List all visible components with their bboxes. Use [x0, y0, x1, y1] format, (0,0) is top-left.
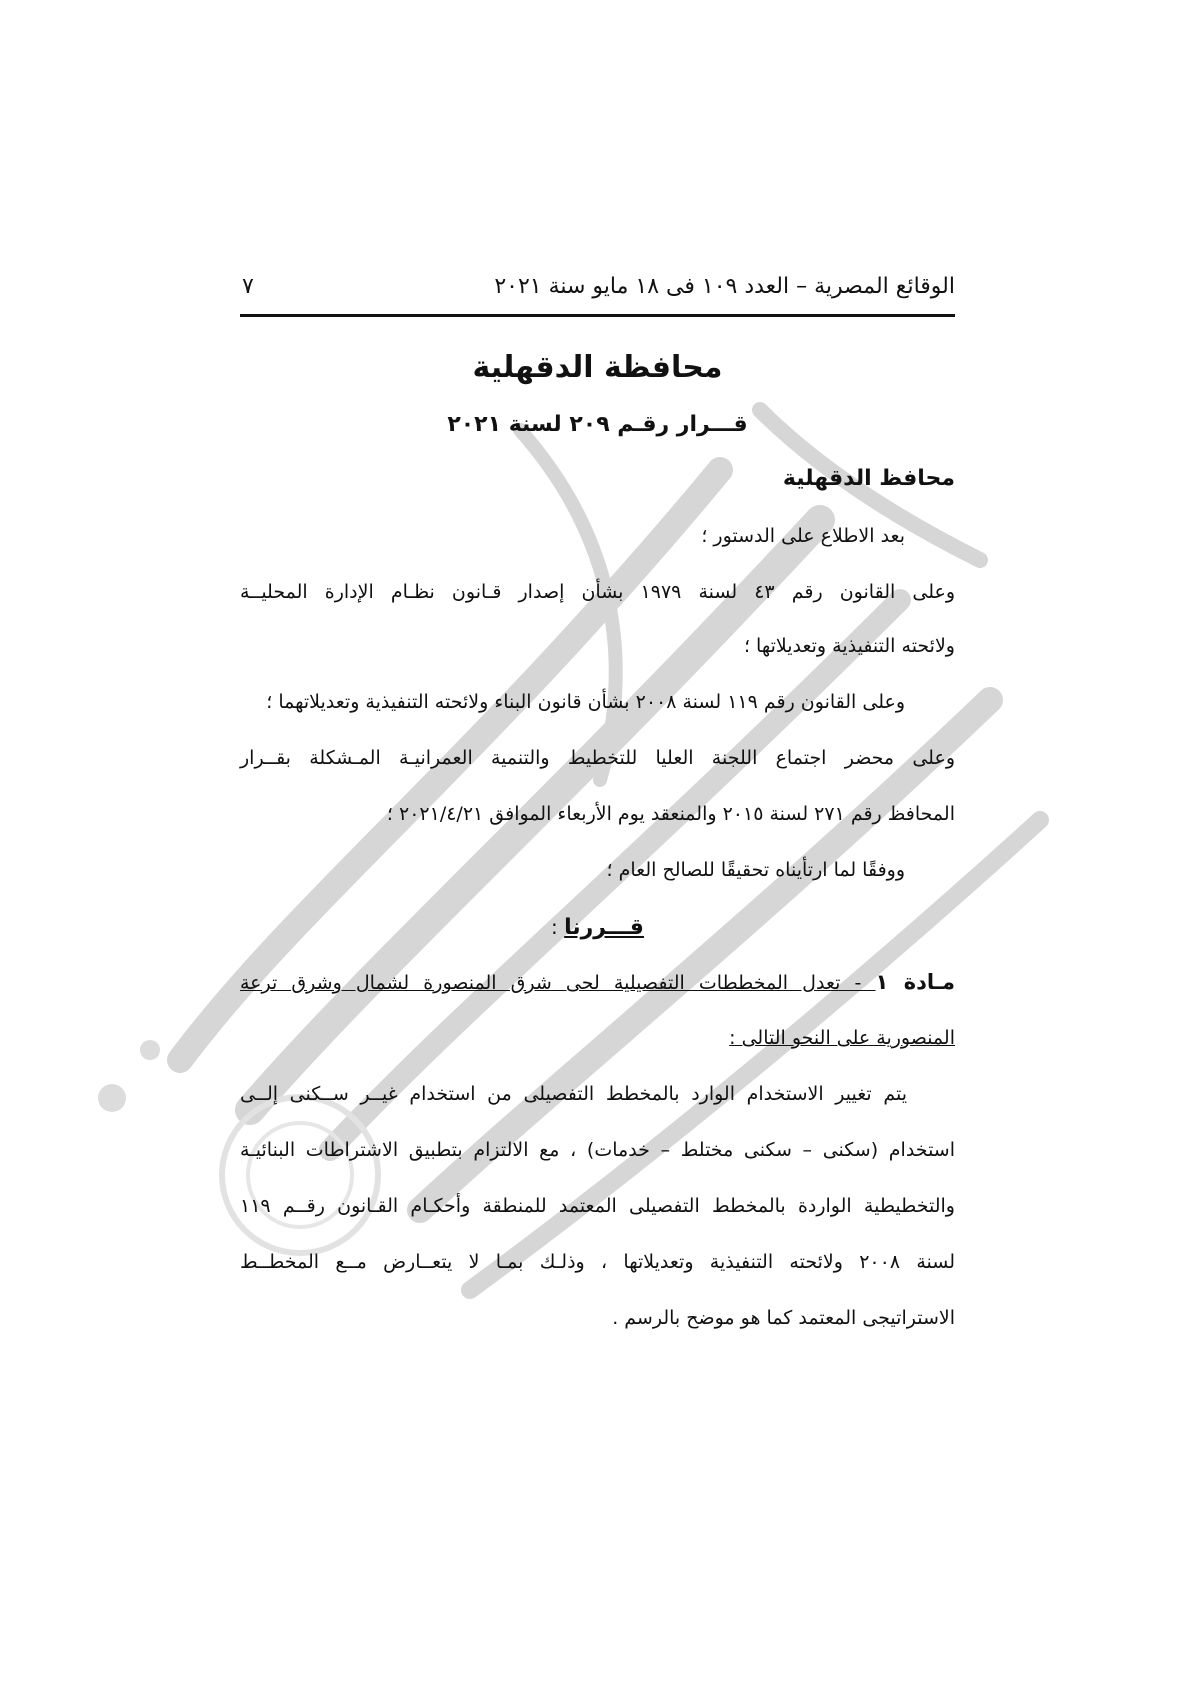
- preamble-line: وعلى محضر اجتماع اللجنة العليا للتخطيط والتنمية العمرانيـة المـشكلة بقــرار: [240, 747, 955, 769]
- decided-word: قـــررنا: [564, 915, 644, 940]
- body-line: يتم تغيير الاستخدام الوارد بالمخطط التفصيلى من استخدام غيــر ســكنى إلــى: [240, 1083, 907, 1105]
- page-number: ٧: [242, 274, 254, 299]
- article-1-line: [240, 966, 955, 999]
- governor-heading: محافظ الدقهلية: [782, 466, 955, 491]
- decided-heading: [240, 910, 955, 945]
- header-title: الوقائع المصرية – العدد ١٠٩ فى ١٨ مايو سنة ٢٠٢١: [494, 274, 955, 299]
- preamble-line: ووفقًا لما ارتأيناه تحقيقًا للصالح العام ؛: [606, 859, 905, 881]
- gazette-header: [240, 270, 955, 317]
- article-1-line-2: المنصورية على النحو التالى :: [729, 1027, 955, 1049]
- body-line: استخدام (سكنى – سكنى مختلط – خدمات) ، مع الالتزام بتطبيق الاشتراطات البنائيـة: [240, 1139, 955, 1161]
- preamble-line: المحافظ رقم ٢٧١ لسنة ٢٠١٥ والمنعقد يوم الأربعاء الموافق ٢٠٢١/٤/٢١ ؛: [386, 803, 955, 825]
- decided-colon: :: [551, 915, 565, 939]
- preamble-line: وعلى القانون رقم ٤٣ لسنة ١٩٧٩ بشأن إصدار قـانون نظـام الإدارة المحليــة: [240, 581, 955, 603]
- body-line: الاستراتيجى المعتمد كما هو موضح بالرسم .: [612, 1307, 955, 1329]
- preamble-line: بعد الاطلاع على الدستور ؛: [701, 525, 905, 547]
- body-line: والتخطيطية الواردة بالمخطط التفصيلى المعتمد للمنطقة وأحكـام القـانون رقــم ١١٩: [240, 1195, 955, 1217]
- preamble-line: ولائحته التنفيذية وتعديلاتها ؛: [743, 635, 955, 657]
- body-line: لسنة ٢٠٠٨ ولائحته التنفيذية وتعديلاتها ، وذلـك بمـا لا يتعــارض مــع المخطــط: [240, 1251, 956, 1273]
- preamble-line: وعلى القانون رقم ١١٩ لسنة ٢٠٠٨ بشأن قانون البناء ولائحته التنفيذية وتعديلاتهما ؛: [266, 691, 905, 713]
- article-1-text: - تعدل المخططات التفصيلية لحى شرق المنصورة لشمال وشرق ترعة: [240, 972, 876, 994]
- article-1-label: مـادة ١: [875, 970, 955, 994]
- governorate-title: محافظة الدقهلية: [472, 350, 723, 385]
- decree-title: قـــرار رقـم ٢٠٩ لسنة ٢٠٢١: [447, 412, 748, 437]
